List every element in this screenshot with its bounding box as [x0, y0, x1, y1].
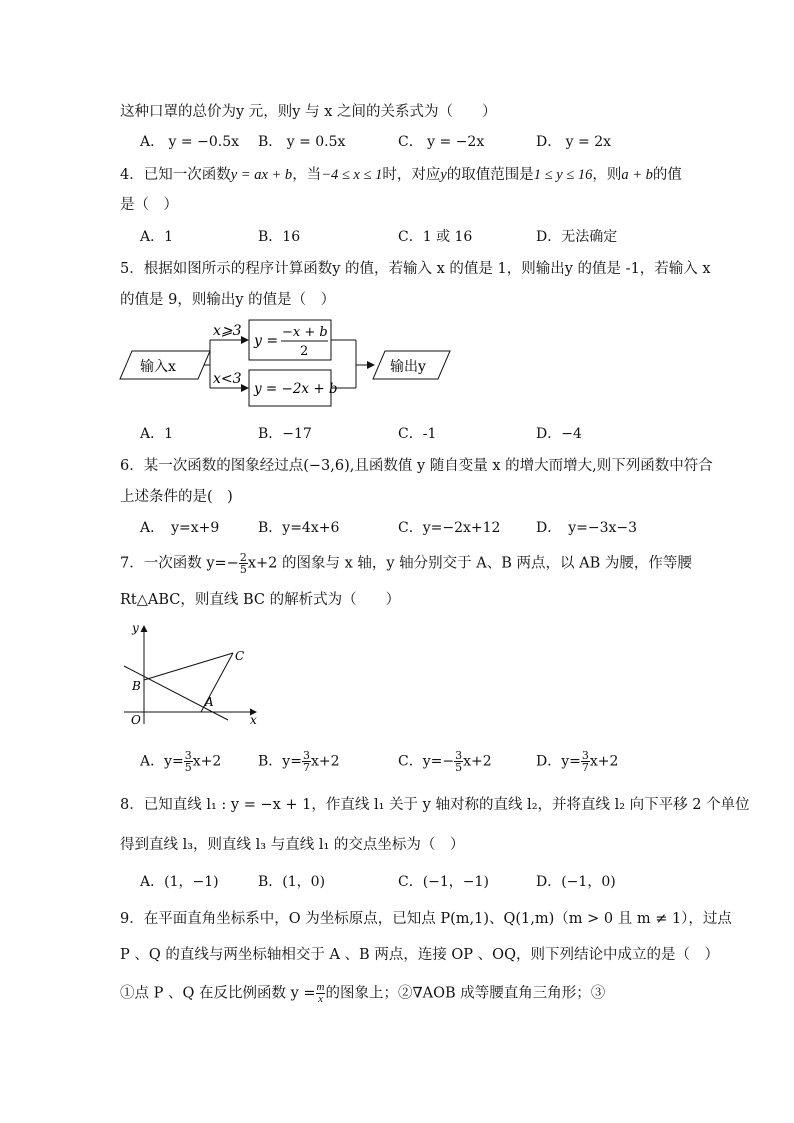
label-b: B: [132, 679, 141, 693]
segment-bc: [144, 653, 233, 680]
q6-option-b[interactable]: B．y=4x+6: [258, 520, 340, 536]
q5-option-b[interactable]: B．−17: [258, 426, 312, 442]
q7-option-a[interactable]: A．y= $\frac{3}{5}$ x+2: [140, 749, 222, 774]
q4-option-c[interactable]: C．1 或 16: [398, 229, 473, 245]
q7-stem-line2: Rt△ABC，则直线 BC 的解析式为（ ）: [120, 592, 401, 608]
q7-option-c[interactable]: C．y=− $\frac{3}{5}$ x+2: [398, 749, 492, 774]
q4-option-a[interactable]: A．1: [140, 229, 174, 245]
q7-graph: [118, 620, 263, 732]
q5-stem-line1: 5．根据如图所示的程序计算函数y 的值，若输入 x 的值是 1，则输出y 的值是 -1，若输入 x: [120, 261, 711, 277]
q7-option-b[interactable]: B．y= $\frac{3}{7}$ x+2: [258, 749, 340, 774]
q6-option-d[interactable]: D． y=−3x−3: [536, 520, 638, 536]
q4-option-b[interactable]: B．16: [258, 229, 301, 245]
q8-option-a[interactable]: A．(1，−1): [140, 874, 219, 890]
output-label: 输出y: [390, 359, 426, 375]
q6-stem-line1: 6．某一次函数的图象经过点(−3,6),且函数值 y 随自变量 x 的增大而增大,则下列函数中符合: [120, 458, 713, 474]
q8-option-b[interactable]: B．(1，0): [258, 874, 326, 890]
label-c: C: [235, 649, 245, 663]
q3-option-d[interactable]: D． y = 2x: [536, 134, 612, 150]
q6-option-a[interactable]: A． y=x+9: [140, 520, 220, 536]
q5-flowchart: [118, 318, 453, 414]
q9-stem-line2: P 、Q 的直线与两坐标轴相交于 A 、B 两点，连接 OP 、OQ，则下列结论中成立的是（ ）: [120, 947, 719, 963]
q6-stem-line2: 上述条件的是( ): [120, 489, 233, 505]
q8-option-c[interactable]: C．(−1，−1): [398, 874, 489, 890]
q4-option-d[interactable]: D．无法确定: [536, 229, 618, 245]
q9-stem-line1: 9．在平面直角坐标系中，O 为坐标原点，已知点 P(m,1)、Q(1,m)（m > 0 且 m ≠ 1），过点: [120, 911, 732, 927]
q3-option-c[interactable]: C． y = −2x: [398, 134, 485, 150]
q7-fraction: $\frac{2}{5}$: [239, 551, 247, 576]
cond-bottom: x<3: [213, 371, 242, 387]
q3-stem: 这种口罩的总价为y 元，则y 与 x 之间的关系式为（ ）: [120, 104, 497, 120]
q3-option-b[interactable]: B． y = 0.5x: [258, 134, 346, 150]
q9-fraction: $\frac{m}{x}$: [316, 981, 325, 1005]
q8-stem-line1: 8．已知直线 l₁ : y = −x + 1，作直线 l₁ 关于 y 轴对称的直线 l₂，并将直线 l₂ 向下平移 2 个单位: [120, 797, 750, 813]
label-y: y: [132, 621, 139, 635]
label-o: O: [131, 713, 141, 727]
q7-option-d[interactable]: D．y= $\frac{3}{7}$ x+2: [536, 749, 619, 774]
input-label: 输入x: [140, 359, 176, 375]
box-top-lhs: y =: [254, 333, 279, 349]
box-top-num: −x + b: [282, 325, 328, 340]
q4-stem-line2: 是（ ）: [120, 197, 178, 213]
q6-option-c[interactable]: C．y=−2x+12: [398, 520, 501, 536]
cond-top: x⩾3: [213, 323, 242, 339]
label-x: x: [250, 713, 257, 727]
q8-stem-line2: 得到直线 l₃，则直线 l₃ 与直线 l₁ 的交点坐标为（ ）: [120, 837, 465, 853]
q5-option-d[interactable]: D．−4: [536, 426, 582, 442]
label-a: A: [205, 695, 214, 709]
box-bottom-formula: y = −2x + b: [254, 381, 338, 397]
q9-stem-line3: ①点 P 、Q 在反比例函数 y = $\frac{m}{x}$ 的图象上；②∇AOB 成等腰直角三角形；③: [120, 981, 606, 1005]
q7-stem-line1: 7．一次函数 y=− $\frac{2}{5}$ x+2 的图象与 x 轴，y 轴分别交于 A、B 两点，以 AB 为腰，作等腰: [120, 551, 692, 576]
q4-stem-line1: 4．已知一次函数y = ax + b，当−4 ≤ x ≤ 1时，对应y的取值范围是1 ≤ y ≤ 16，则a + b的值: [120, 167, 682, 183]
q5-option-a[interactable]: A．1: [140, 426, 174, 442]
q3-option-a[interactable]: A． y = −0.5x: [140, 134, 239, 150]
q5-stem-line2: 的值是 9，则输出y 的值是（ ）: [120, 292, 336, 308]
box-top-den: 2: [300, 344, 309, 359]
q8-option-d[interactable]: D．(−1，0): [536, 874, 616, 890]
q5-option-c[interactable]: C．-1: [398, 426, 437, 442]
